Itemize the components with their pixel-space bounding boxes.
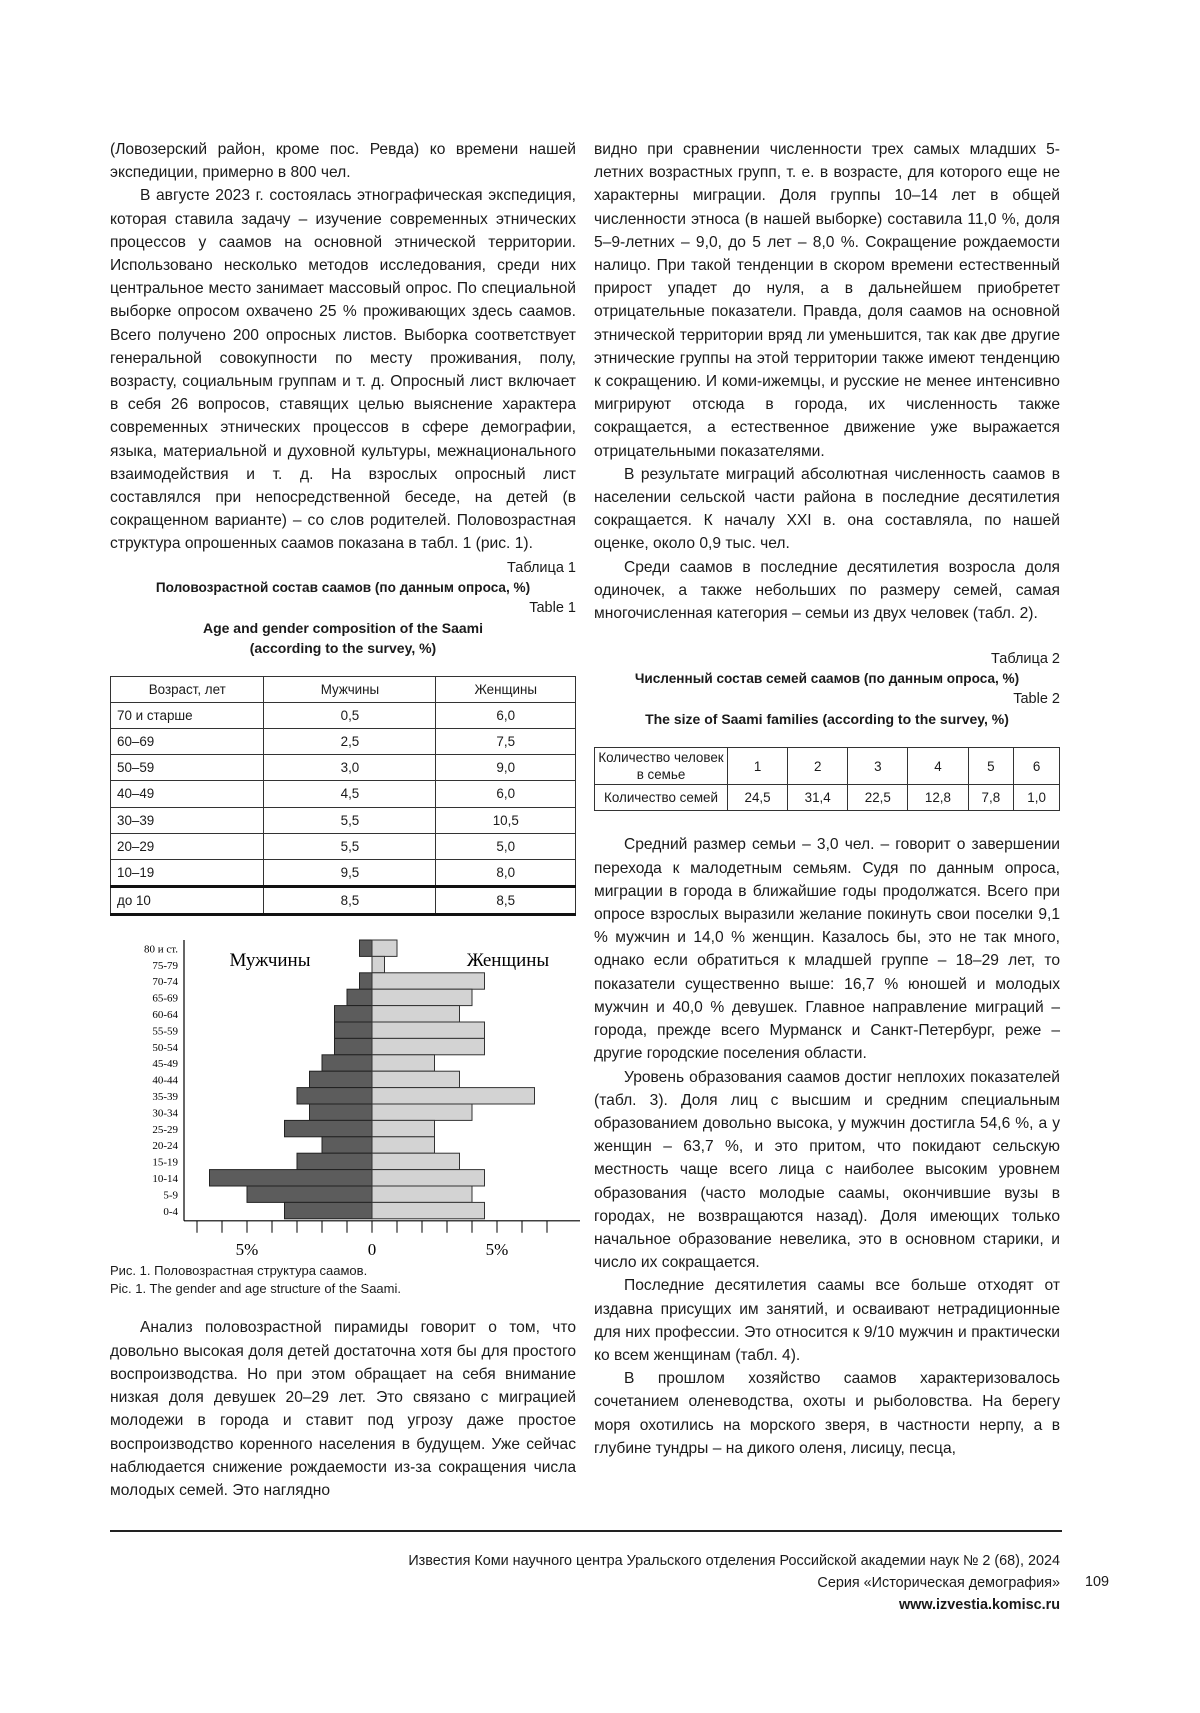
table2-title-en: The size of Saami families (according to the survey, %) [645, 711, 1009, 728]
women-bar [372, 1022, 485, 1038]
age-group-label: 20-24 [152, 1140, 178, 1153]
women-bar [372, 1055, 435, 1071]
women-bar [372, 1104, 472, 1120]
age-group-label: 50-54 [152, 1042, 178, 1055]
legend-women: Женщины [466, 950, 550, 972]
family-size-cell: 5 [968, 748, 1014, 785]
table-row [595, 748, 1060, 785]
men-bar [297, 1088, 372, 1104]
men-cell: 9,5 [264, 860, 436, 887]
family-size-cell: 1 [728, 748, 788, 785]
page-number: 109 [1085, 1574, 1110, 1590]
age-group-label: 75-79 [152, 960, 178, 973]
men-cell: 3,0 [264, 755, 436, 781]
table2 [594, 747, 1060, 811]
women-bar [372, 957, 385, 973]
age-group-label: 45-49 [152, 1058, 178, 1071]
men-bar [360, 973, 373, 989]
x-tick-label: 5% [235, 1240, 259, 1260]
family-size-cell: 4 [908, 748, 968, 785]
table2-title-ru: Численный состав семей саамов (по данным опроса, %) [634, 671, 1020, 687]
men-bar [322, 1137, 372, 1153]
table-row [111, 807, 576, 833]
women-bar [372, 1170, 485, 1186]
men-cell: 5,5 [264, 807, 436, 833]
table1-number-ru: Таблица 1 [507, 559, 576, 576]
men-bar [322, 1055, 372, 1071]
men-bar [335, 1022, 373, 1038]
age-cell: 20–29 [111, 833, 264, 859]
age-group-label: 15-19 [152, 1157, 178, 1170]
age-cell: 70 и старше [111, 702, 264, 728]
paragraph: В результате миграций абсолютная численность саамов в населении сельской части района в последние десятилетия сокращается. К началу XXI в. она составляла, по нашей оценке, около 0,9 тыс. чел. [594, 465, 1060, 553]
row-header: Количество семей [595, 785, 728, 811]
men-cell: 8,5 [264, 887, 436, 915]
table-row [111, 781, 576, 807]
age-group-label: 40-44 [152, 1075, 178, 1088]
age-group-label: 30-34 [152, 1107, 178, 1120]
women-cell: 5,0 [436, 833, 576, 859]
men-bar [347, 990, 372, 1006]
table-row [111, 887, 576, 915]
women-cell: 9,0 [436, 755, 576, 781]
women-cell: 8,0 [436, 860, 576, 887]
age-group-label: 25-29 [152, 1124, 178, 1137]
table1 [110, 676, 576, 917]
men-bar [297, 1154, 372, 1170]
age-group-label: 0-4 [163, 1206, 178, 1219]
footer-journal: Известия Коми научного центра Уральского отделения Российской академии наук № 2 (68), 2024 [408, 1553, 1060, 1569]
women-cell: 10,5 [436, 807, 576, 833]
paragraph: Последние десятилетия саамы все больше отходят от издавна присущих им занятий, и осваивают нетрадиционные для них профессии. Это относится к 9/10 мужчин и практически ко всем женщинам (табл. 4). [594, 1277, 1060, 1364]
pyramid-svg [110, 932, 580, 1262]
women-bar [372, 1121, 435, 1137]
men-cell: 0,5 [264, 702, 436, 728]
table-header-row [111, 676, 576, 702]
men-bar [360, 940, 373, 956]
table-row [595, 785, 1060, 811]
women-cell: 6,0 [436, 702, 576, 728]
men-bar [310, 1104, 373, 1120]
family-size-cell: 6 [1014, 748, 1060, 785]
age-group-label: 10-14 [152, 1173, 178, 1186]
paragraph: Среди саамов в последние десятилетия возросла доля одиночек, а также небольших по размеру семей, самая многочисленная категория – семьи из двух человек (табл. 2). [594, 558, 1060, 623]
women-bar [372, 1137, 435, 1153]
row-header: Количество человек в семье [595, 748, 728, 785]
age-group-label: 35-39 [152, 1091, 178, 1104]
table1-title-en: Age and gender composition of the Saami (according to the survey, %) [202, 619, 484, 656]
women-cell: 6,0 [436, 781, 576, 807]
table1-title-ru: Половозрастной состав саамов (по данным опроса, %) [155, 579, 531, 595]
table2-number-ru: Таблица 2 [991, 651, 1060, 668]
women-cell: 7,5 [436, 729, 576, 755]
table1-number-en: Table 1 [529, 599, 576, 616]
age-group-label: 70-74 [152, 976, 178, 989]
column-header: Женщины [436, 676, 576, 702]
family-size-cell: 2 [788, 748, 848, 785]
table-row [111, 702, 576, 728]
age-group-label: 65-69 [152, 993, 178, 1006]
figure-caption-en: Pic. 1. The gender and age structure of the Saami. [110, 1281, 401, 1297]
paragraph: (Ловозерский район, кроме пос. Ревда) ко времени нашей экспедиции, примерно в 800 чел. [110, 141, 576, 182]
men-cell: 5,5 [264, 833, 436, 859]
population-pyramid-chart [110, 932, 580, 1262]
women-bar [372, 973, 485, 989]
family-size-cell: 3 [848, 748, 908, 785]
age-group-label: 60-64 [152, 1009, 178, 1022]
table-row [111, 755, 576, 781]
age-group-label: 5-9 [163, 1189, 178, 1202]
table-row [111, 860, 576, 887]
men-bar [335, 1006, 373, 1022]
family-share-cell: 24,5 [728, 785, 788, 811]
paragraph: В августе 2023 г. состоялась этнографическая экспедиция, которая ставила задачу – изучение современных этнических процессов у саамов на основной этнической территории. Использовано несколько методов исследования, среди них центральное место занимает массовый опрос. По специальной выборке опросом охвачено 25 % проживающих здесь саамов. Всего получено 200 опросных листов. Выборка соответствует генеральной совокупности по месту проживания, полу, возрасту, социальным группам и т. д. Опросный лист включает в себя 26 вопросов, ставящих целью выяснение характера современных этнических процессов в сфере демографии, языка, материальной и духовной культуры, межнационального взаимодействия и т. д. На взрослых опросный лист составлялся при непосредственной беседе, на детей (в сокращенном варианте) – со слов родителей. Половозрастная структура опрошенных саамов показана в табл. 1 (рис. 1). [110, 187, 576, 553]
footer-divider [110, 1530, 1062, 1532]
men-cell: 4,5 [264, 781, 436, 807]
women-bar [372, 1006, 460, 1022]
women-bar [372, 1088, 535, 1104]
left-column [110, 138, 576, 1502]
age-cell: 40–49 [111, 781, 264, 807]
age-group-label: 80 и ст. [144, 943, 178, 956]
age-cell: до 10 [111, 887, 264, 915]
age-group-label: 55-59 [152, 1025, 178, 1038]
footer-series: Серия «Историческая демография» [817, 1575, 1060, 1591]
men-bar [285, 1203, 373, 1219]
x-tick-label: 0 [367, 1240, 377, 1260]
family-share-cell: 12,8 [908, 785, 968, 811]
table-row [111, 833, 576, 859]
family-share-cell: 1,0 [1014, 785, 1060, 811]
women-bar [372, 1154, 460, 1170]
men-bar [335, 1039, 373, 1055]
column-header: Мужчины [264, 676, 436, 702]
age-cell: 30–39 [111, 807, 264, 833]
family-share-cell: 7,8 [968, 785, 1014, 811]
paragraph: видно при сравнении численности трех самых младших 5-летних возрастных групп, т. е. в возрасте, для которого еще не характерны миграции. Доля группы 10–14 лет в общей численности этноса (в нашей выборке) составила 11,0 %, доля 5–9-летних – 9,0, до 5 лет – 8,0 %. Сокращение рождаемости налицо. При такой тенденции в скором времени естественный прирост упадет до нуля, а в дальнейшем приобретет отрицательные показатели. Правда, доля саамов на основной этнической территории вряд ли уменьшится, так как две другие этнические группы на этой территории также имеют тенденцию к сокращению. И коми-ижемцы, и русские не менее интенсивно мигрируют отсюда в города, их численность также сокращается, а естественное движение уже выражается отрицательными показателями. [594, 141, 1060, 460]
women-cell: 8,5 [436, 887, 576, 915]
legend-men: Мужчины [229, 950, 311, 972]
family-share-cell: 31,4 [788, 785, 848, 811]
men-bar [285, 1121, 373, 1137]
paragraph: В прошлом хозяйство саамов характеризовалось сочетанием оленеводства, охоты и рыболовства. На берегу моря охотились на морского зверя, в частности нерпу, а в глубине тундры – на дикого оленя, лисицу, песца, [594, 1370, 1060, 1457]
women-bar [372, 1203, 485, 1219]
men-cell: 2,5 [264, 729, 436, 755]
table-row [111, 729, 576, 755]
paragraph: Уровень образования саамов достиг неплохих показателей (табл. 3). Доля лиц с высшим и средним специальным образованием довольно высока, у мужчин достигла 54,6 %, а у женщин – 63,7 %, и это притом, что покидают сельскую местность чаще всего лица с наиболее высоким уровнем образования (часто молодые саамы, окончившие вузы в городах, не возвращаются назад). Доля имеющих только начальное образование невелика, это в основном старики, и число их сокращается. [594, 1068, 1060, 1272]
men-bar [247, 1186, 372, 1202]
women-bar [372, 1186, 472, 1202]
age-cell: 10–19 [111, 860, 264, 887]
table2-number-en: Table 2 [1013, 691, 1060, 708]
women-bar [372, 940, 397, 956]
age-cell: 60–69 [111, 729, 264, 755]
paragraph: Анализ половозрастной пирамиды говорит о том, что довольно высокая доля детей достаточна хотя бы для простого воспроизводства. Но при этом обращает на себя внимание низкая доля девушек 20–29 лет. Это связано с миграцией молодежи в города и ставит под угрозу даже простое воспроизводство коренного населения в будущем. Уже сейчас наблюдается снижение рождаемости из-за сокращения числа молодых семей. Это наглядно [110, 1319, 576, 1499]
x-tick-label: 5% [485, 1240, 509, 1260]
footer-website[interactable]: www.izvestia.komisc.ru [898, 1597, 1060, 1613]
women-bar [372, 1039, 485, 1055]
age-cell: 50–59 [111, 755, 264, 781]
family-share-cell: 22,5 [848, 785, 908, 811]
right-column [594, 138, 1060, 1460]
women-bar [372, 990, 472, 1006]
men-bar [210, 1170, 373, 1186]
figure-caption-ru: Рис. 1. Половозрастная структура саамов. [110, 1263, 368, 1279]
men-bar [310, 1072, 373, 1088]
paragraph: Средний размер семьи – 3,0 чел. – говорит о завершении перехода к малодетным семьям. Судя по данным опроса, миграции в города в ближайшие годы продолжатся. Всего при опросе взрослых выразили желание покинуть свои поселки 9,1 % мужчин и 14,0 % женщин. Казалось бы, это не так много, однако если обратиться к младшей группе – 18–29 лет, то показатели существенно выше: 16,7 % юношей и молодых мужчин и 40,0 % девушек. Главное направление миграций – города, прежде всего Мурманск и Санкт-Петербург, реже – другие городские поселения области. [594, 836, 1060, 1063]
column-header: Возраст, лет [111, 676, 264, 702]
women-bar [372, 1072, 460, 1088]
